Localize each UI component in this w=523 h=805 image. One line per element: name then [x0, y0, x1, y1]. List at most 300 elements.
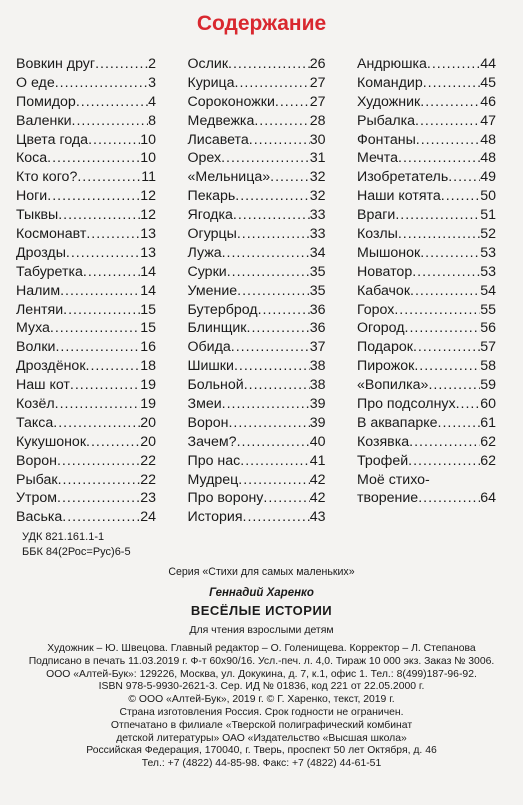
toc-leader-dots	[237, 225, 310, 244]
toc-entry-title: Подарок	[357, 339, 413, 356]
toc-entry	[188, 508, 326, 527]
toc-leader-dots	[238, 471, 309, 490]
toc-entry	[16, 452, 156, 471]
toc-leader-dots	[70, 376, 140, 395]
toc-entry	[357, 301, 496, 320]
toc-leader-dots	[47, 187, 140, 206]
toc-entry-page: 4	[148, 93, 156, 110]
toc-entry	[357, 263, 496, 282]
toc-entry	[188, 225, 326, 244]
toc-leader-dots	[58, 206, 140, 225]
toc-leader-dots	[409, 433, 480, 452]
toc-entry-page: 33	[309, 226, 326, 243]
toc-entry-page: 41	[309, 452, 326, 469]
toc-entry-page: 46	[480, 93, 496, 110]
imprint-line: детской литературы» ОАО «Издательство «Высшая школа»	[116, 732, 407, 744]
toc-leader-dots	[247, 319, 310, 338]
toc-entry	[357, 414, 496, 433]
toc-entry	[188, 244, 326, 263]
series-line: Серия «Стихи для самых маленьких»	[168, 566, 355, 578]
toc-entry	[16, 112, 156, 131]
toc-leader-dots	[62, 508, 140, 527]
toc-entry-title: Ворон	[187, 414, 229, 431]
toc-entry-title: Рыбак	[16, 471, 58, 488]
toc-leader-dots	[53, 414, 140, 433]
toc-leader-dots	[420, 93, 480, 112]
toc-entry-page: 23	[140, 490, 156, 507]
toc-leader-dots	[235, 187, 309, 206]
toc-leader-dots	[83, 263, 140, 282]
toc-entry-title: Лисавета	[187, 131, 249, 148]
toc-entry-page: 48	[480, 131, 496, 148]
toc-leader-dots	[228, 55, 310, 74]
toc-leader-dots	[231, 338, 310, 357]
toc-entry-page: 53	[480, 263, 496, 280]
toc-leader-dots	[240, 452, 309, 471]
toc-leader-dots	[55, 395, 141, 414]
toc-entry	[16, 74, 156, 93]
toc-entry-title: Огурцы	[187, 226, 237, 243]
toc-entry-title: Лентяи	[16, 301, 64, 318]
toc-entry-title: Трофей	[357, 452, 409, 469]
imprint-line: Подписано в печать 11.03.2019 г. Ф-т 60х90/16. Усл.-печ. л. 4,0. Тираж 10 000 экз. Заказ № 3006.	[28, 655, 495, 667]
toc-leader-dots	[86, 225, 140, 244]
toc-entry	[188, 93, 326, 112]
toc-entry	[16, 395, 156, 414]
audience-line: Для чтения взрослыми детям	[189, 624, 334, 636]
toc-entry-page: 36	[309, 301, 326, 318]
toc-entry-title: Мечта	[357, 150, 399, 167]
toc-leader-dots	[235, 74, 310, 93]
toc-entry-title: Художник	[357, 93, 421, 110]
toc-entry-page: 14	[140, 263, 156, 280]
toc-entry	[16, 206, 156, 225]
toc-entry-title: Вовкин друг	[16, 56, 96, 72]
page-title: Содержание	[196, 12, 327, 35]
toc-leader-dots	[441, 187, 480, 206]
toc-entry	[357, 319, 496, 338]
toc-entry-page: 38	[309, 358, 326, 375]
toc-entry-title: Козёл	[16, 396, 55, 413]
toc-entry-title: В аквапарке	[357, 414, 438, 431]
toc-leader-dots	[55, 74, 148, 93]
toc-entry-page: 47	[480, 112, 496, 129]
toc-entry-title: Горох	[357, 301, 395, 318]
toc-leader-dots	[77, 168, 141, 187]
toc-entry	[16, 131, 156, 150]
toc-leader-dots	[414, 357, 480, 376]
toc-entry-page: 33	[309, 207, 326, 224]
toc-entry	[357, 282, 496, 301]
toc-entry	[188, 376, 326, 395]
toc-entry-page: 28	[309, 112, 326, 129]
toc-leader-dots	[408, 452, 480, 471]
toc-entry	[188, 149, 326, 168]
toc-entry-page: 27	[309, 93, 326, 110]
toc-entry	[188, 74, 326, 93]
toc-entry-page: 22	[140, 471, 156, 488]
toc-entry	[357, 225, 496, 244]
toc-entry-page: 36	[309, 320, 326, 337]
toc-leader-dots	[415, 112, 480, 131]
toc-entry-page: 35	[309, 282, 326, 299]
toc-entry-page: 53	[480, 244, 496, 261]
toc-entry-page: 19	[140, 396, 156, 413]
toc-entry	[188, 471, 326, 490]
toc-entry	[188, 263, 326, 282]
toc-entry	[357, 452, 496, 471]
toc-entry	[357, 112, 496, 131]
toc-entry-title: Про подсолнух	[357, 396, 456, 413]
toc-entry-title: Ворон	[16, 452, 57, 469]
toc-leader-dots	[244, 376, 310, 395]
toc-entry-title: Коса	[16, 150, 48, 167]
toc-entry-title: Мышонок	[357, 244, 421, 261]
toc-entry	[357, 489, 496, 508]
imprint-line: Тел.: +7 (4822) 44-85-98. Факс: +7 (4822) 44-61-51	[141, 758, 382, 770]
toc-entry-page: 37	[309, 339, 326, 356]
toc-entry-title: Лужа	[187, 244, 222, 261]
table-of-contents	[16, 55, 496, 527]
imprint-line: Художник – Ю. Швецова. Главный редактор – О. Голенищева. Корректор – Л. Степанова	[47, 643, 476, 654]
toc-leader-dots	[423, 74, 480, 93]
toc-leader-dots	[222, 244, 310, 263]
toc-entry-title: Сурки	[187, 263, 227, 280]
toc-leader-dots	[456, 395, 481, 414]
toc-entry-title: Орех	[187, 150, 222, 167]
imprint-line: ООО «Алтей-Бук»: 129226, Москва, ул. Докукина, д. 7, к.1, офис 1. Тел.: 8(499)187-96-92.	[46, 668, 477, 680]
toc-entry-title: Табуретка	[16, 263, 83, 280]
toc-entry-page: 3	[148, 74, 156, 91]
toc-leader-dots	[418, 489, 480, 508]
toc-leader-dots	[228, 414, 309, 433]
toc-entry-title: Ноги	[16, 188, 48, 205]
toc-entry-page: 60	[480, 396, 496, 413]
toc-entry	[16, 508, 156, 527]
toc-entry-page: 39	[309, 396, 326, 413]
toc-entry	[16, 319, 156, 338]
toc-entry-page: 27	[309, 74, 326, 91]
toc-entry	[16, 414, 156, 433]
toc-entry-page: 12	[140, 188, 156, 205]
toc-entry	[16, 301, 156, 320]
toc-entry	[188, 55, 326, 74]
toc-entry-page: 57	[480, 339, 496, 356]
toc-leader-dots	[72, 112, 149, 131]
imprint-line: ISBN 978-5-9930-2621-3. Сер. ИД № 01836, код 221 от 22.05.2000 г.	[98, 681, 425, 693]
toc-entry-title: Про нас	[187, 452, 241, 469]
toc-entry	[16, 433, 156, 452]
toc-entry-page: 32	[309, 188, 326, 205]
toc-entry	[357, 244, 496, 263]
toc-entry-title: Умение	[187, 282, 238, 299]
toc-column-1	[16, 55, 156, 527]
toc-entry-page: 31	[309, 150, 326, 167]
toc-leader-dots	[76, 93, 148, 112]
toc-entry	[357, 149, 496, 168]
toc-entry	[357, 131, 496, 150]
toc-entry-title: Пирожок	[357, 358, 415, 375]
toc-entry-title: Командир	[357, 74, 423, 91]
toc-leader-dots	[88, 131, 140, 150]
toc-entry	[16, 471, 156, 490]
toc-leader-dots	[233, 206, 310, 225]
toc-leader-dots	[57, 452, 140, 471]
toc-leader-dots	[95, 55, 148, 74]
toc-leader-dots	[405, 319, 481, 338]
toc-entry	[188, 357, 326, 376]
toc-leader-dots	[398, 225, 480, 244]
toc-entry-title: Медвежка	[187, 112, 255, 129]
toc-entry-page: 26	[309, 56, 326, 72]
toc-entry-title: Дрозды	[16, 244, 66, 261]
toc-entry-title: Про ворону	[187, 490, 264, 507]
toc-leader-dots	[270, 168, 310, 187]
toc-leader-dots	[413, 338, 480, 357]
toc-leader-dots	[58, 471, 141, 490]
toc-leader-dots	[428, 376, 480, 395]
toc-entry-page: 39	[309, 414, 326, 431]
toc-entry-page: 62	[480, 433, 496, 450]
toc-column-2	[188, 55, 326, 527]
toc-entry-page: 19	[140, 377, 156, 394]
toc-leader-dots	[394, 301, 480, 320]
toc-leader-dots	[63, 301, 140, 320]
toc-entry-title: Наш кот	[16, 377, 70, 394]
toc-entry-title: Андрюшка	[357, 56, 427, 72]
toc-entry-page: 13	[140, 226, 156, 243]
toc-entry-page: 24	[140, 509, 156, 526]
toc-entry-title: Сороконожки	[187, 93, 275, 110]
toc-leader-dots	[258, 301, 310, 320]
toc-leader-dots	[249, 131, 310, 150]
toc-entry-title: Блинщик	[187, 320, 247, 337]
toc-entry-page: 12	[140, 207, 156, 224]
toc-entry-title-line1: Моё стихо-	[357, 471, 430, 488]
toc-entry-title: Козлы	[357, 226, 398, 243]
toc-entry	[188, 433, 326, 452]
toc-entry-title: Козявка	[357, 433, 410, 450]
toc-leader-dots	[398, 149, 480, 168]
toc-entry	[188, 452, 326, 471]
toc-entry-title: Обида	[187, 339, 231, 356]
toc-entry-title: Кабачок	[357, 282, 411, 299]
toc-entry	[16, 338, 156, 357]
toc-entry-page: 32	[309, 169, 326, 186]
toc-entry	[357, 168, 496, 187]
toc-entry	[357, 338, 496, 357]
toc-leader-dots	[410, 282, 480, 301]
toc-leader-dots	[263, 489, 309, 508]
toc-leader-dots	[86, 433, 140, 452]
toc-entry	[357, 93, 496, 112]
toc-entry-title: Наши котята	[357, 188, 441, 205]
toc-entry-page: 54	[480, 282, 496, 299]
toc-entry	[357, 395, 496, 414]
toc-entry-page: 51	[480, 207, 496, 224]
toc-leader-dots	[234, 357, 310, 376]
toc-leader-dots	[420, 244, 480, 263]
toc-entry-page: 18	[140, 358, 156, 375]
toc-entry-page: 38	[309, 377, 326, 394]
toc-leader-dots	[57, 489, 140, 508]
toc-entry-page: 44	[480, 56, 496, 72]
toc-leader-dots	[227, 263, 310, 282]
toc-leader-dots	[395, 206, 480, 225]
toc-entry	[188, 282, 326, 301]
toc-entry	[357, 376, 496, 395]
toc-entry-title: Кто кого?	[16, 169, 78, 186]
toc-entry-page: 58	[480, 358, 496, 375]
toc-entry	[188, 319, 326, 338]
toc-entry-page: 50	[480, 188, 496, 205]
toc-entry	[188, 301, 326, 320]
toc-column-3	[357, 55, 496, 527]
toc-entry	[16, 168, 156, 187]
imprint-line: Отпечатано в филиале «Тверской полиграфический комбинат	[110, 719, 413, 731]
toc-entry	[188, 131, 326, 150]
imprint-block	[0, 643, 523, 771]
toc-entry-page: 56	[480, 320, 496, 337]
toc-leader-dots	[47, 149, 140, 168]
toc-leader-dots	[448, 168, 480, 187]
toc-entry-page: 22	[140, 452, 156, 469]
toc-entry-title: История	[187, 509, 243, 526]
toc-entry-title: Огород	[357, 320, 405, 337]
toc-leader-dots	[243, 508, 310, 527]
toc-leader-dots	[66, 244, 140, 263]
toc-entry	[357, 74, 496, 93]
toc-entry-page: 20	[140, 433, 156, 450]
toc-entry-title: Фонтаны	[357, 131, 416, 148]
toc-entry-title: Помидор	[16, 93, 76, 110]
toc-entry-title: Дроздёнок	[16, 358, 86, 375]
toc-entry-page: 20	[140, 414, 156, 431]
toc-entry	[357, 55, 496, 74]
toc-entry-title: Ягодка	[187, 207, 233, 224]
toc-entry	[16, 263, 156, 282]
toc-entry	[16, 357, 156, 376]
toc-entry-page: 42	[309, 471, 326, 488]
toc-entry-page: 10	[140, 150, 156, 167]
toc-entry	[16, 149, 156, 168]
toc-leader-dots	[427, 55, 480, 74]
toc-entry	[188, 168, 326, 187]
toc-entry-title: Ослик	[187, 56, 229, 72]
toc-entry	[16, 376, 156, 395]
toc-entry-title: Изобретатель	[357, 169, 449, 186]
toc-entry-title: Космонавт	[16, 226, 87, 243]
toc-entry-title: Валенки	[16, 112, 72, 129]
toc-entry-page: 15	[140, 301, 156, 318]
toc-entry-page: 11	[141, 169, 156, 186]
toc-entry-page: 64	[480, 490, 496, 507]
toc-entry-title: Тыквы	[16, 207, 59, 224]
toc-entry	[16, 55, 156, 74]
toc-entry-title: Кукушонок	[16, 433, 87, 450]
toc-entry-title: Васька	[16, 509, 63, 526]
toc-entry-title: Такса	[16, 414, 54, 431]
toc-leader-dots	[237, 282, 310, 301]
toc-leader-dots	[50, 319, 140, 338]
toc-leader-dots	[412, 263, 480, 282]
toc-entry-page: 10	[140, 131, 156, 148]
toc-leader-dots	[416, 131, 480, 150]
toc-entry	[16, 187, 156, 206]
toc-leader-dots	[237, 433, 310, 452]
toc-entry-page: 61	[480, 414, 496, 431]
toc-entry	[188, 414, 326, 433]
toc-leader-dots	[86, 357, 141, 376]
toc-entry-page: 49	[480, 169, 496, 186]
toc-entry	[357, 433, 496, 452]
classification-codes	[22, 530, 131, 560]
toc-entry	[188, 187, 326, 206]
toc-entry	[357, 187, 496, 206]
toc-entry-page: 43	[309, 509, 326, 526]
toc-leader-dots	[222, 395, 310, 414]
toc-entry-page: 59	[480, 377, 496, 394]
toc-entry	[188, 206, 326, 225]
toc-entry-page: 15	[140, 320, 156, 337]
toc-entry-page: 30	[309, 131, 326, 148]
imprint-line: © ООО «Алтей-Бук», 2019 г. © Г. Харенко, текст, 2019 г.	[128, 694, 395, 706]
toc-entry-title: Рыбалка	[357, 112, 416, 129]
toc-entry	[188, 489, 326, 508]
imprint-line: Российская Федерация, 170040, г. Тверь, проспект 50 лет Октября, д. 46	[86, 745, 437, 757]
toc-entry-page: 2	[148, 56, 156, 72]
udk-code: УДК 821.161.1-1	[22, 531, 105, 543]
toc-entry-title: Змеи	[187, 396, 222, 413]
toc-entry-page: 16	[140, 339, 156, 356]
toc-entry-page: 8	[148, 112, 156, 129]
toc-entry-page: 40	[309, 433, 326, 450]
toc-entry	[188, 395, 326, 414]
toc-leader-dots	[275, 93, 310, 112]
toc-leader-dots	[221, 149, 310, 168]
toc-entry-title: Враги	[357, 207, 396, 224]
toc-leader-dots	[55, 338, 140, 357]
toc-entry-page: 14	[140, 282, 156, 299]
toc-entry	[16, 225, 156, 244]
toc-entry-title: Муха	[16, 320, 50, 337]
toc-entry-page: 42	[309, 490, 326, 507]
book-title: ВЕСЁЛЫЕ ИСТОРИИ	[190, 603, 333, 618]
toc-entry-title-line2: творение	[357, 490, 419, 507]
toc-entry-title: О еде	[16, 74, 55, 91]
toc-entry	[16, 93, 156, 112]
toc-entry	[16, 489, 156, 508]
toc-entry-title: Мудрец	[187, 471, 239, 488]
toc-entry-title: Больной	[187, 377, 244, 394]
author-name: Геннадий Харенко	[209, 587, 314, 599]
imprint-line: Страна изготовления Россия. Срок годности не ограничен.	[119, 706, 404, 718]
toc-entry	[357, 357, 496, 376]
toc-entry	[188, 112, 326, 131]
toc-entry-page: 13	[140, 244, 156, 261]
toc-entry-page: 45	[480, 74, 496, 91]
toc-entry-title: Волки	[16, 339, 56, 356]
toc-entry-title: Налим	[16, 282, 61, 299]
bbk-code: ББК 84(2Рос=Рус)6-5	[22, 546, 131, 558]
toc-entry-title: Курица	[187, 74, 235, 91]
toc-entry-title: Новатор	[357, 263, 413, 280]
toc-entry	[188, 338, 326, 357]
toc-entry-page: 62	[480, 452, 496, 469]
toc-entry-title: Зачем?	[187, 433, 237, 450]
toc-entry-page: 48	[480, 150, 496, 167]
toc-entry-title: Цвета года	[16, 131, 89, 148]
